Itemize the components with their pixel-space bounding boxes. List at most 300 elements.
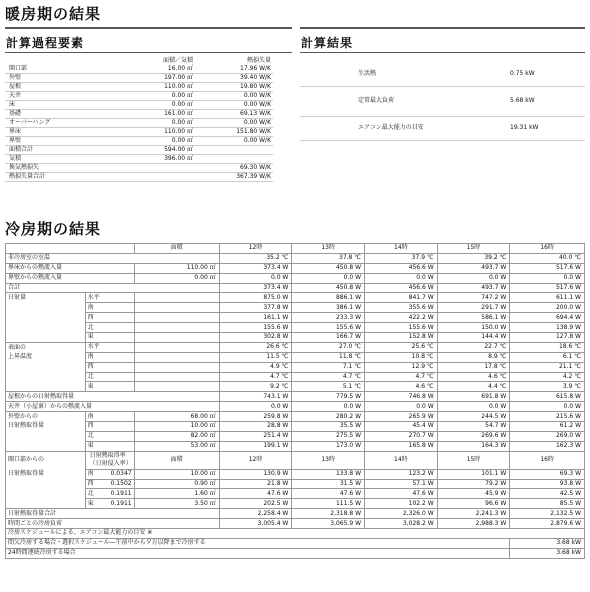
- footer-label: 24時間連続冷房する場合: [6, 548, 510, 558]
- heating-row: [5, 164, 273, 173]
- hour-value: 138.9 W: [510, 323, 585, 333]
- direction-label: 西: [85, 422, 134, 432]
- hour-value: 57.1 W: [365, 479, 438, 489]
- heating-row: [5, 101, 273, 110]
- hour-value: 166.7 W: [292, 333, 365, 343]
- row-area: 1.60 ㎡: [134, 489, 219, 499]
- cooling-row: [6, 372, 585, 382]
- heating-title: 暖房期の結果: [5, 5, 102, 23]
- group-label: [6, 313, 86, 323]
- hour-value: 45.9 W: [437, 489, 510, 499]
- hour-value: 0.0 W: [365, 402, 438, 412]
- row-loss: 367.39 W/K: [195, 173, 273, 182]
- direction-label: 西: [85, 362, 134, 372]
- direction-label: 東: [85, 333, 134, 343]
- row-loss: 0.00 W/K: [195, 119, 273, 128]
- hour-value: 69.3 W: [510, 469, 585, 479]
- hour-header: 14時: [365, 244, 438, 254]
- hour-value: 155.6 W: [365, 323, 438, 333]
- cooling-row: [6, 422, 585, 432]
- hour-value: 386.1 W: [292, 303, 365, 313]
- hour-value: 111.5 W: [292, 499, 365, 509]
- row-loss: 151.80 W/K: [195, 128, 273, 137]
- row-loss: 0.00 W/K: [195, 137, 273, 146]
- row-label: 界床からの熱流入量: [6, 263, 135, 273]
- heating-components-table: [5, 57, 273, 182]
- hour-value: 37.8 ℃: [292, 253, 365, 263]
- cooling-header-row: [6, 244, 585, 254]
- hour-value: 12.9 ℃: [365, 362, 438, 372]
- hour-value: 11.8 ℃: [292, 352, 365, 362]
- cooling-row: [6, 441, 585, 451]
- group-label: [6, 303, 86, 313]
- heating-row: [5, 146, 273, 155]
- row-label: 面積合計: [5, 146, 125, 155]
- direction-coef-cell: [85, 469, 134, 479]
- blank-cell: [6, 499, 86, 509]
- direction-label: 東: [85, 382, 134, 392]
- opening-row: [6, 489, 585, 499]
- row-area: [134, 372, 219, 382]
- hour-value: 841.7 W: [365, 293, 438, 303]
- direction-coef-cell: [85, 489, 134, 499]
- hour-value: 265.9 W: [365, 412, 438, 422]
- hour-value: 0.0 W: [510, 273, 585, 283]
- hour-value: 130.9 W: [219, 469, 292, 479]
- hour-value: 61.2 W: [510, 422, 585, 432]
- row-area: 197.00 ㎡: [125, 74, 195, 83]
- row-loss: 69.30 W/K: [195, 164, 273, 173]
- row-area: [134, 323, 219, 333]
- hour-header: 16時: [510, 451, 585, 469]
- group-label: [6, 431, 86, 441]
- row-area: 0.00 ㎡: [125, 119, 195, 128]
- row-label: 屋根からの日射熱取得量: [6, 392, 220, 402]
- heating-calc-title: 計算過程要素: [6, 36, 85, 50]
- hour-value: 22.7 ℃: [437, 342, 510, 352]
- row-area: [125, 164, 195, 173]
- result-value: 0.75 kW: [450, 62, 585, 86]
- row-label: 屋根: [5, 83, 125, 92]
- opening-row: [6, 479, 585, 489]
- opening-row: [6, 499, 585, 509]
- row-label: 天井: [5, 92, 125, 101]
- direction-label: 北: [87, 489, 94, 497]
- heating-result-underline: [300, 52, 585, 53]
- result-row: [300, 86, 585, 116]
- cooling-row: [6, 323, 585, 333]
- row-label: 熱損失量合計: [5, 173, 125, 182]
- hour-value: 8.9 ℃: [437, 352, 510, 362]
- footer-note-row: [6, 529, 585, 539]
- direction-label: 南: [87, 470, 94, 478]
- hour-value: 493.7 W: [437, 263, 510, 273]
- row-loss: [195, 155, 273, 164]
- row-area: [134, 382, 219, 392]
- hour-value: 6.1 ℃: [510, 352, 585, 362]
- direction-label: 北: [85, 372, 134, 382]
- hour-value: 9.2 ℃: [219, 382, 292, 392]
- cooling-row: [6, 313, 585, 323]
- hour-value: 2,988.3 W: [437, 519, 510, 529]
- hour-value: 133.8 W: [292, 469, 365, 479]
- row-area: 110.00 ㎡: [125, 83, 195, 92]
- group-label: [6, 362, 86, 372]
- hour-value: 4.4 ℃: [437, 382, 510, 392]
- cooling-row: [6, 303, 585, 313]
- coef-value: 0.1911: [110, 489, 132, 497]
- cooling-row: [6, 382, 585, 392]
- hour-header: 14時: [365, 451, 438, 469]
- hour-value: 373.4 W: [219, 283, 292, 293]
- hour-value: 0.0 W: [437, 273, 510, 283]
- direction-coef-cell: [85, 499, 134, 509]
- coef-value: 0.1911: [110, 499, 132, 507]
- hour-value: 7.1 ℃: [292, 362, 365, 372]
- coef-header-line: （日射侵入率）: [89, 460, 132, 468]
- result-label: エアコン最大能力の目安: [300, 116, 450, 140]
- hour-value: 456.6 W: [365, 263, 438, 273]
- hour-value: 10.8 ℃: [365, 352, 438, 362]
- row-area: 0.00 ㎡: [134, 273, 219, 283]
- direction-label: 西: [85, 313, 134, 323]
- hour-value: 42.5 W: [510, 489, 585, 499]
- coef-header: [85, 451, 134, 469]
- hour-value: 28.8 W: [219, 422, 292, 432]
- heating-row: [5, 137, 273, 146]
- heating-result-rule: [300, 27, 585, 29]
- hour-value: 18.6 ℃: [510, 342, 585, 352]
- heating-row: [5, 110, 273, 119]
- row-area: 68.00 ㎡: [134, 412, 219, 422]
- total-label: 日射熱取得量合計: [6, 509, 220, 519]
- hour-value: 11.5 ℃: [219, 352, 292, 362]
- result-value: 19.31 kW: [450, 116, 585, 140]
- row-label: 合計: [6, 283, 220, 293]
- direction-coef-cell: [85, 479, 134, 489]
- hour-value: 586.1 W: [437, 313, 510, 323]
- row-area: 594.00 ㎡: [125, 146, 195, 155]
- hour-value: 0.0 W: [219, 273, 292, 283]
- direction-label: 北: [85, 323, 134, 333]
- group-label: [6, 382, 86, 392]
- row-label: 界壁: [5, 137, 125, 146]
- row-label: 床: [5, 101, 125, 110]
- row-area: 0.00 ㎡: [125, 137, 195, 146]
- hour-value: 373.4 W: [219, 263, 292, 273]
- hour-value: 155.6 W: [292, 323, 365, 333]
- opening-label: 開口部からの: [6, 451, 86, 469]
- hour-value: 93.8 W: [510, 479, 585, 489]
- hour-value: 747.2 W: [437, 293, 510, 303]
- row-area: 0.00 ㎡: [125, 101, 195, 110]
- row-area: 10.00 ㎡: [134, 469, 219, 479]
- result-row: [300, 116, 585, 140]
- row-loss: [195, 146, 273, 155]
- hour-value: 26.6 ℃: [219, 342, 292, 352]
- hour-value: 302.8 W: [219, 333, 292, 343]
- hour-value: 127.8 W: [510, 333, 585, 343]
- row-area: 0.00 ㎡: [125, 92, 195, 101]
- coef-header-line: 日射熱取得率: [89, 452, 126, 460]
- hour-value: 875.0 W: [219, 293, 292, 303]
- hour-value: 25.6 ℃: [365, 342, 438, 352]
- hour-value: 165.8 W: [365, 441, 438, 451]
- row-area: 53.00 ㎡: [134, 441, 219, 451]
- hour-value: 4.9 ℃: [219, 362, 292, 372]
- cooling-row: [6, 352, 585, 362]
- footer-value: 3.68 kW: [510, 538, 585, 548]
- hour-value: 0.0 W: [292, 273, 365, 283]
- hour-value: 517.6 W: [510, 283, 585, 293]
- hour-value: 275.5 W: [292, 431, 365, 441]
- hour-header: 13時: [292, 244, 365, 254]
- hour-value: 35.2 ℃: [219, 253, 292, 263]
- direction-label: 北: [85, 431, 134, 441]
- hour-header: 13時: [292, 451, 365, 469]
- cooling-row: [6, 402, 585, 412]
- direction-label: 南: [85, 352, 134, 362]
- row-loss: 69.13 W/K: [195, 110, 273, 119]
- heating-row: [5, 92, 273, 101]
- row-area: 110.00 ㎡: [125, 128, 195, 137]
- hour-value: 886.1 W: [292, 293, 365, 303]
- col-loss-header: 熱損失量: [246, 57, 271, 65]
- cooling-row: [6, 362, 585, 372]
- total-row: [6, 519, 585, 529]
- hour-value: 5.1 ℃: [292, 382, 365, 392]
- hour-value: 3,065.9 W: [292, 519, 365, 529]
- row-label: オーバーハング: [5, 119, 125, 128]
- footer-note: 冷房スケジュールによる、エアコン最大能力の目安 ※: [6, 529, 585, 539]
- cooling-table: [5, 243, 585, 559]
- result-label: 定常最大負荷: [300, 86, 450, 116]
- heating-row: [5, 65, 273, 74]
- group-label: 日射量: [6, 293, 86, 303]
- hour-value: 45.4 W: [365, 422, 438, 432]
- hour-value: 37.9 ℃: [365, 253, 438, 263]
- hour-value: 47.6 W: [219, 489, 292, 499]
- hour-header: 15時: [437, 451, 510, 469]
- hour-value: 3.9 ℃: [510, 382, 585, 392]
- hour-value: 164.3 W: [437, 441, 510, 451]
- hour-value: 162.3 W: [510, 441, 585, 451]
- hour-value: 17.8 ℃: [437, 362, 510, 372]
- row-label: 界床: [5, 128, 125, 137]
- direction-label: 西: [87, 480, 94, 488]
- hour-value: 450.8 W: [292, 263, 365, 273]
- hour-value: 517.6 W: [510, 263, 585, 273]
- hour-header: 12時: [219, 244, 292, 254]
- hour-value: 161.1 W: [219, 313, 292, 323]
- direction-label: 水平: [85, 293, 134, 303]
- total-label: 時間ごとの冷房負荷: [6, 519, 220, 529]
- direction-label: 南: [85, 303, 134, 313]
- hour-value: 0.0 W: [437, 402, 510, 412]
- hour-value: 691.8 W: [437, 392, 510, 402]
- coef-value: 0.1502: [110, 480, 132, 488]
- group-label: [6, 441, 86, 451]
- hour-value: 3,005.4 W: [219, 519, 292, 529]
- hour-value: 4.7 ℃: [365, 372, 438, 382]
- row-label: 基礎: [5, 110, 125, 119]
- cooling-row: [6, 263, 585, 273]
- hour-value: 54.7 W: [437, 422, 510, 432]
- row-area: 110.00 ㎡: [134, 263, 219, 273]
- hour-value: 244.5 W: [437, 412, 510, 422]
- group-label: 外壁からの: [6, 412, 86, 422]
- row-label: 外壁: [5, 74, 125, 83]
- hour-value: 144.4 W: [437, 333, 510, 343]
- hour-value: 200.0 W: [510, 303, 585, 313]
- row-area: [134, 352, 219, 362]
- hour-value: 3,028.2 W: [365, 519, 438, 529]
- row-area: [134, 342, 219, 352]
- cooling-row: [6, 342, 585, 352]
- area-header: 面積: [134, 244, 219, 254]
- row-loss: 19.80 W/K: [195, 83, 273, 92]
- hour-value: 269.6 W: [437, 431, 510, 441]
- hour-value: 31.5 W: [292, 479, 365, 489]
- row-label: 換気熱損失: [5, 164, 125, 173]
- hour-value: 611.1 W: [510, 293, 585, 303]
- hour-value: 615.8 W: [510, 392, 585, 402]
- hour-value: 0.0 W: [292, 402, 365, 412]
- row-area: [134, 303, 219, 313]
- heating-result-title: 計算結果: [301, 36, 354, 50]
- group-label: 日射熱取得量: [6, 422, 86, 432]
- hour-value: 746.8 W: [365, 392, 438, 402]
- hour-value: 456.6 W: [365, 283, 438, 293]
- heating-calc-rule: [5, 27, 292, 29]
- footer-row: [6, 548, 585, 558]
- hour-value: 21.1 ℃: [510, 362, 585, 372]
- cooling-row: [6, 283, 585, 293]
- total-row: [6, 509, 585, 519]
- heating-calc-underline: [5, 52, 292, 53]
- hour-value: 173.0 W: [292, 441, 365, 451]
- cooling-row: [6, 253, 585, 263]
- heating-results-table: [300, 62, 585, 141]
- hour-value: 4.2 ℃: [510, 372, 585, 382]
- heating-row: [5, 83, 273, 92]
- hour-value: 694.4 W: [510, 313, 585, 323]
- hour-value: 199.1 W: [219, 441, 292, 451]
- hour-value: 450.8 W: [292, 283, 365, 293]
- row-loss: 0.00 W/K: [195, 101, 273, 110]
- heating-row: [5, 155, 273, 164]
- hour-value: 40.0 ℃: [510, 253, 585, 263]
- group-label: [6, 372, 86, 382]
- hour-value: 4.6 ℃: [437, 372, 510, 382]
- hour-value: 155.6 W: [219, 323, 292, 333]
- row-area: 396.00 ㎥: [125, 155, 195, 164]
- result-row: [300, 62, 585, 86]
- row-label: 非冷房室の室温: [6, 253, 220, 263]
- cooling-row: [6, 293, 585, 303]
- hour-header: 16時: [510, 244, 585, 254]
- opening-header-row: [6, 451, 585, 469]
- row-area: [134, 293, 219, 303]
- hour-value: 35.5 W: [292, 422, 365, 432]
- group-label: [6, 323, 86, 333]
- cooling-row: [6, 333, 585, 343]
- direction-label: 東: [87, 499, 94, 507]
- row-area: [134, 313, 219, 323]
- row-area: 82.00 ㎡: [134, 431, 219, 441]
- hour-value: 233.3 W: [292, 313, 365, 323]
- opening-row: [6, 469, 585, 479]
- hour-value: 152.8 W: [365, 333, 438, 343]
- hour-value: 4.7 ℃: [292, 372, 365, 382]
- hour-value: 102.2 W: [365, 499, 438, 509]
- col-area-header: 面積／気積: [162, 57, 193, 65]
- blank-cell: [6, 479, 86, 489]
- hour-value: 123.2 W: [365, 469, 438, 479]
- row-area: [125, 173, 195, 182]
- cooling-row: [6, 431, 585, 441]
- group-label: [6, 333, 86, 343]
- cooling-row: [6, 412, 585, 422]
- footer-value: 3.68 kW: [510, 548, 585, 558]
- row-loss: 39.40 W/K: [195, 74, 273, 83]
- hour-value: 215.6 W: [510, 412, 585, 422]
- hour-value: 150.0 W: [437, 323, 510, 333]
- hour-value: 79.2 W: [437, 479, 510, 489]
- hour-value: 96.6 W: [437, 499, 510, 509]
- hour-value: 202.5 W: [219, 499, 292, 509]
- row-loss: 17.96 W/K: [195, 65, 273, 74]
- hour-value: 2,879.6 W: [510, 519, 585, 529]
- hour-value: 85.5 W: [510, 499, 585, 509]
- hour-value: 0.0 W: [219, 402, 292, 412]
- hour-value: 27.0 ℃: [292, 342, 365, 352]
- footer-row: [6, 538, 585, 548]
- row-area: 161.00 ㎡: [125, 110, 195, 119]
- footer-label: 間欠冷房する場合・選択スケジュール―午前中から夕方以降まで冷房する: [6, 538, 510, 548]
- hour-value: 377.8 W: [219, 303, 292, 313]
- hour-value: 39.2 ℃: [437, 253, 510, 263]
- hour-value: 0.0 W: [510, 402, 585, 412]
- cooling-row: [6, 392, 585, 402]
- row-area: 3.50 ㎡: [134, 499, 219, 509]
- hour-value: 0.0 W: [365, 273, 438, 283]
- cooling-title: 冷房期の結果: [5, 220, 102, 238]
- hour-value: 2,326.0 W: [365, 509, 438, 519]
- heating-row: [5, 74, 273, 83]
- hour-value: 101.1 W: [437, 469, 510, 479]
- hour-value: 291.7 W: [437, 303, 510, 313]
- hour-value: 2,132.5 W: [510, 509, 585, 519]
- hour-value: 251.4 W: [219, 431, 292, 441]
- opening-area-header: 面積: [134, 451, 219, 469]
- hour-header: 12時: [219, 451, 292, 469]
- row-label: 開口部: [5, 65, 125, 74]
- hour-value: 355.6 W: [365, 303, 438, 313]
- hour-value: 2,241.3 W: [437, 509, 510, 519]
- hour-value: 269.0 W: [510, 431, 585, 441]
- cooling-row: [6, 273, 585, 283]
- blank-cell: [6, 489, 86, 499]
- hour-value: 259.8 W: [219, 412, 292, 422]
- group-label: 表面の: [6, 342, 86, 352]
- result-value: 5.68 kW: [450, 86, 585, 116]
- hour-value: 47.6 W: [365, 489, 438, 499]
- hour-value: 21.8 W: [219, 479, 292, 489]
- hour-value: 493.7 W: [437, 283, 510, 293]
- hour-value: 270.7 W: [365, 431, 438, 441]
- result-label: 生活熱: [300, 62, 450, 86]
